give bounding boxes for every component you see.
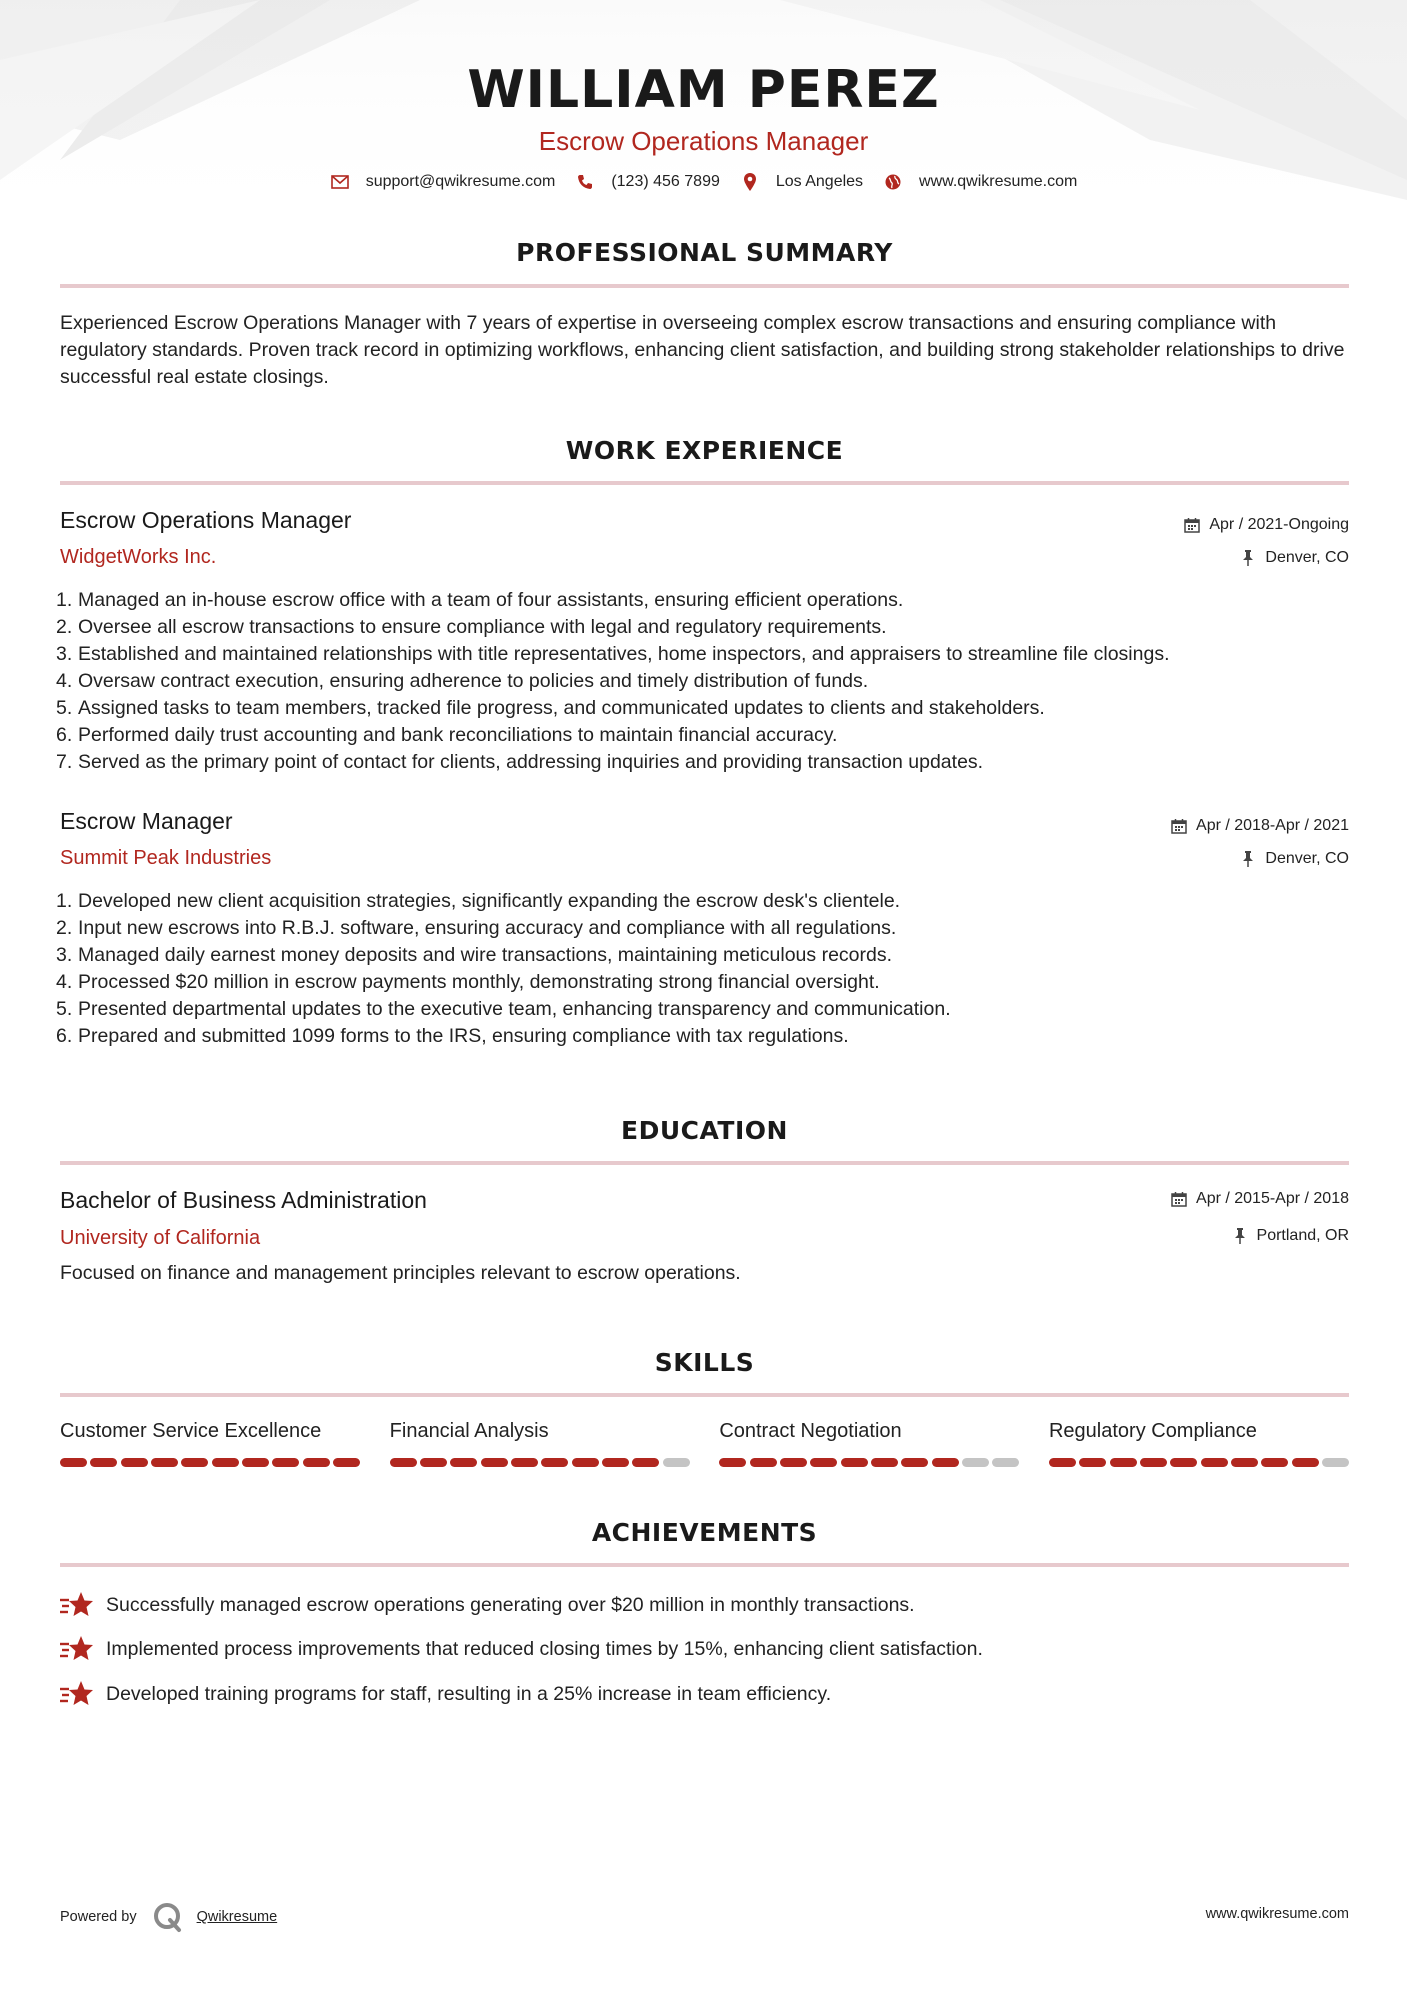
- skill-item: [60, 1420, 360, 1467]
- achievements-divider: [60, 1563, 1349, 1567]
- skill-segment-filled: [242, 1458, 269, 1467]
- job-location-text: Denver, CO: [1265, 549, 1349, 566]
- skill-segment-filled: [333, 1458, 360, 1467]
- achievement-text: Successfully managed escrow operations generating over $20 million in monthly transactions.: [106, 1593, 915, 1616]
- contact-location: [740, 172, 863, 192]
- skill-segment-filled: [181, 1458, 208, 1467]
- candidate-title: Escrow Operations Manager: [538, 126, 869, 156]
- education-dates: [1170, 1190, 1349, 1208]
- list-item: 5. Presented departmental updates to the executive team, enhancing transparency and communication.: [56, 998, 951, 1020]
- pushpin-icon: [1231, 1227, 1249, 1245]
- list-item: 2. Oversee all escrow transactions to ensure compliance with legal and regulatory requirements.: [56, 616, 887, 638]
- skill-segment-filled: [60, 1458, 87, 1467]
- powered-by-label: Powered by: [60, 1909, 137, 1925]
- skill-segment-empty: [962, 1458, 989, 1467]
- skill-segment-filled: [541, 1458, 568, 1467]
- list-item: 2. Input new escrows into R.B.J. software, ensuring accuracy and compliance with all regulations.: [56, 917, 897, 939]
- skill-segment-filled: [1110, 1458, 1137, 1467]
- skill-segment-filled: [1049, 1458, 1076, 1467]
- skill-segment-filled: [632, 1458, 659, 1467]
- skill-segment-filled: [450, 1458, 477, 1467]
- job-dates-text: Apr / 2018-Apr / 2021: [1196, 817, 1349, 834]
- skill-segment-filled: [90, 1458, 117, 1467]
- pushpin-icon: [1239, 549, 1257, 567]
- list-item: 1. Developed new client acquisition strategies, significantly expanding the escrow desk's clientele.: [56, 890, 901, 912]
- skill-segment-filled: [1170, 1458, 1197, 1467]
- calendar-icon: [1170, 1190, 1188, 1208]
- skill-level-bar: [1049, 1458, 1349, 1467]
- skill-name: Financial Analysis: [389, 1420, 549, 1442]
- skill-level-bar: [390, 1458, 690, 1467]
- contact-phone-text: (123) 456 7899: [611, 173, 720, 190]
- achievement-text: Developed training programs for staff, resulting in a 25% increase in team efficiency.: [106, 1682, 832, 1705]
- list-item: 4. Processed $20 million in escrow payments monthly, demonstrating strong financial oversight.: [56, 971, 880, 993]
- skills-divider: [60, 1393, 1349, 1397]
- skill-segment-filled: [750, 1458, 777, 1467]
- job-bullets: [56, 888, 1346, 1050]
- skill-segment-filled: [1261, 1458, 1288, 1467]
- achievement-item: [60, 1590, 1349, 1620]
- list-item: 3. Established and maintained relationships with title representatives, home inspectors, and appraisers to streamline file closings.: [56, 643, 1170, 665]
- list-item: 4. Oversaw contract execution, ensuring adherence to policies and timely distribution of funds.: [56, 670, 869, 692]
- skill-segment-filled: [303, 1458, 330, 1467]
- skill-segment-filled: [121, 1458, 148, 1467]
- education-school: University of California: [60, 1227, 261, 1249]
- skill-name: Customer Service Excellence: [60, 1420, 322, 1442]
- candidate-name: WILLIAM PEREZ: [467, 60, 940, 120]
- skill-name: Regulatory Compliance: [1048, 1420, 1257, 1442]
- education-location-text: Portland, OR: [1256, 1227, 1349, 1244]
- contact-email-text: support@qwikresume.com: [365, 173, 556, 190]
- skill-segment-filled: [272, 1458, 299, 1467]
- skill-segment-filled: [420, 1458, 447, 1467]
- skill-segment-empty: [992, 1458, 1019, 1467]
- experience-divider: [60, 481, 1349, 485]
- skill-segment-filled: [212, 1458, 239, 1467]
- skill-segment-filled: [841, 1458, 868, 1467]
- skill-segment-filled: [390, 1458, 417, 1467]
- job-company: WidgetWorks Inc.: [60, 546, 217, 568]
- summary-text: Experienced Escrow Operations Manager with 7 years of expertise in overseeing complex escrow transactions and ensuring compliance with regulatory standards. Proven track record in optimizing workflows, enhancing client satisfaction, and building strong stakeholder relationships to drive successful real estate closings.: [60, 312, 1345, 388]
- achievement-text: Implemented process improvements that reduced closing times by 15%, enhancing client satisfaction.: [106, 1637, 983, 1660]
- skill-segment-filled: [780, 1458, 807, 1467]
- star-icon: [60, 1590, 94, 1620]
- footer-powered-by: [60, 1900, 277, 1934]
- skill-segment-filled: [1231, 1458, 1258, 1467]
- skills-heading: SKILLS: [654, 1348, 755, 1377]
- skill-segment-empty: [663, 1458, 690, 1467]
- summary-divider: [60, 284, 1349, 288]
- skill-level-bar: [60, 1458, 360, 1467]
- pushpin-icon: [1239, 850, 1257, 868]
- contact-email[interactable]: [330, 172, 556, 192]
- skills-list: [60, 1420, 1349, 1467]
- skill-item: [390, 1420, 690, 1467]
- education-heading: EDUCATION: [621, 1116, 788, 1145]
- skill-segment-filled: [871, 1458, 898, 1467]
- list-item: 5. Assigned tasks to team members, tracked file progress, and communicated updates to clients and stakeholders.: [56, 697, 1045, 719]
- contact-website-text: www.qwikresume.com: [919, 173, 1078, 190]
- job-bullets: [56, 587, 1346, 776]
- skill-segment-filled: [481, 1458, 508, 1467]
- contact-bar: [0, 172, 1407, 192]
- resume-header: [0, 56, 1407, 158]
- achievement-item: [60, 1634, 1349, 1664]
- skill-segment-filled: [511, 1458, 538, 1467]
- phone-icon: [575, 172, 595, 192]
- job-company: Summit Peak Industries: [60, 847, 272, 869]
- list-item: 7. Served as the primary point of contact for clients, addressing inquiries and providing transaction updates.: [56, 751, 984, 773]
- skill-segment-filled: [901, 1458, 928, 1467]
- achievements-heading: ACHIEVEMENTS: [591, 1518, 818, 1547]
- education-dates-text: Apr / 2015-Apr / 2018: [1196, 1190, 1349, 1207]
- star-icon: [60, 1634, 94, 1664]
- job-location: [1239, 549, 1349, 567]
- globe-icon: [883, 172, 903, 192]
- job-location: [1239, 850, 1349, 868]
- skill-segment-filled: [719, 1458, 746, 1467]
- contact-location-text: Los Angeles: [775, 173, 864, 190]
- qwikresume-link[interactable]: Qwikresume: [196, 1909, 278, 1925]
- education-location: [1231, 1227, 1349, 1245]
- list-item: 3. Managed daily earnest money deposits and wire transactions, maintaining meticulous records.: [56, 944, 893, 966]
- skill-segment-filled: [1079, 1458, 1106, 1467]
- skill-segment-filled: [1140, 1458, 1167, 1467]
- star-icon: [60, 1679, 94, 1709]
- contact-website[interactable]: [883, 172, 1077, 192]
- experience-heading: WORK EXPERIENCE: [565, 436, 844, 465]
- skill-segment-filled: [932, 1458, 959, 1467]
- skill-segment-empty: [1322, 1458, 1349, 1467]
- envelope-icon: [330, 172, 350, 192]
- job-dates: [1170, 817, 1349, 835]
- calendar-icon: [1170, 817, 1188, 835]
- education-degree: Bachelor of Business Administration: [60, 1187, 427, 1213]
- footer-website[interactable]: www.qwikresume.com: [1205, 1906, 1349, 1922]
- skill-name: Contract Negotiation: [719, 1420, 902, 1442]
- calendar-icon: [1183, 516, 1201, 534]
- qwikresume-logo-icon: [151, 1900, 185, 1934]
- education-divider: [60, 1161, 1349, 1165]
- job-dates-text: Apr / 2021-Ongoing: [1209, 516, 1349, 533]
- achievement-item: [60, 1679, 1349, 1709]
- job-title: Escrow Manager: [60, 808, 233, 834]
- skill-segment-filled: [810, 1458, 837, 1467]
- list-item: 1. Managed an in-house escrow office with a team of four assistants, ensuring efficient operations.: [56, 589, 904, 611]
- skill-segment-filled: [151, 1458, 178, 1467]
- list-item: 6. Prepared and submitted 1099 forms to the IRS, ensuring compliance with tax regulations.: [56, 1025, 849, 1047]
- skill-level-bar: [719, 1458, 1019, 1467]
- education-description: Focused on finance and management principles relevant to escrow operations.: [60, 1262, 741, 1284]
- job-title: Escrow Operations Manager: [60, 507, 352, 533]
- skill-segment-filled: [602, 1458, 629, 1467]
- contact-phone[interactable]: [575, 172, 720, 192]
- skill-segment-filled: [1292, 1458, 1319, 1467]
- skill-segment-filled: [572, 1458, 599, 1467]
- summary-heading: PROFESSIONAL SUMMARY: [516, 238, 893, 267]
- map-pin-icon: [740, 172, 760, 192]
- skill-item: [719, 1420, 1019, 1467]
- list-item: 6. Performed daily trust accounting and bank reconciliations to maintain financial accuracy.: [56, 724, 838, 746]
- job-location-text: Denver, CO: [1265, 850, 1349, 867]
- skill-segment-filled: [1201, 1458, 1228, 1467]
- skill-item: [1049, 1420, 1349, 1467]
- job-dates: [1183, 516, 1349, 534]
